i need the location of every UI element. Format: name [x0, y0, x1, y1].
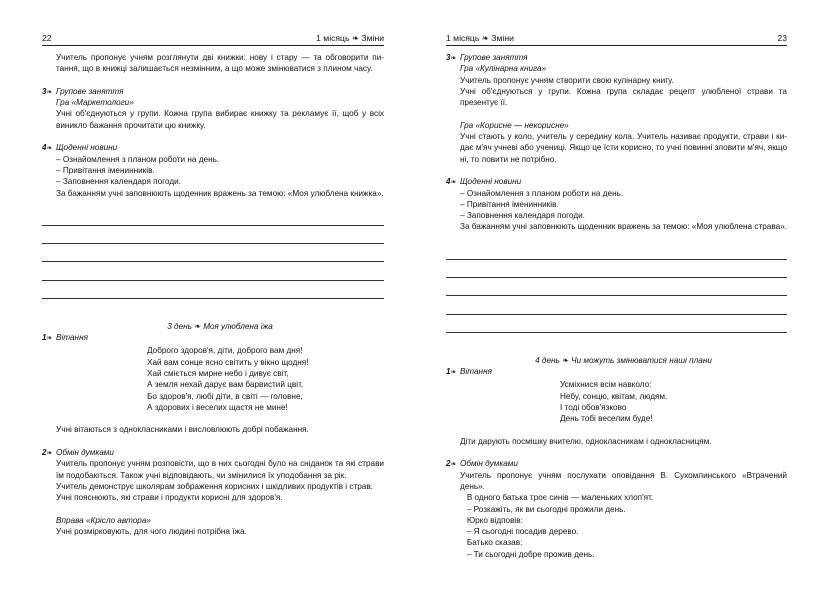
text-line: ні, то ловити не потрібно. — [460, 154, 557, 164]
exercise-title: Вправа «Крісло автора» — [56, 515, 151, 525]
game-title: Гра «Корисне — некорисне» — [460, 120, 569, 130]
section-title: Обмін думками — [460, 459, 518, 469]
section-heading — [446, 458, 787, 469]
right-page — [446, 0, 787, 600]
writing-line[interactable] — [446, 242, 787, 260]
list-item: – Ознайомлення з планом роботи на день. — [56, 154, 220, 164]
text-line: Учні розмірковують, для чого людині потрібна їжа. — [56, 527, 247, 537]
leaf-icon: ❧ — [194, 321, 201, 331]
section-number: 4❧ — [446, 177, 457, 187]
section-heading — [446, 52, 787, 63]
poem-line: Хай сміється мирне небо і дивує світ, — [147, 368, 289, 378]
day-title: 3 день ❧ Моя улюблена їжа — [167, 321, 273, 331]
diary-line: За бажанням учні заповнюють щоденник вражень за темою: «Моя улюблена книжка». — [56, 188, 384, 198]
poem — [446, 379, 787, 424]
section-heading — [42, 447, 384, 458]
poem-line: А здорових і веселих щастя не мине! — [147, 402, 288, 412]
text-line: Учні об'єднуються у групи. Кожна група складає рецепт улюбленої страви та презентує її. — [460, 86, 787, 108]
poem-line: Хай вам сонце ясно світить у вікно щодня! — [147, 357, 309, 367]
poem-line: А земля нехай дарує вам барвистий цвіт, — [147, 380, 304, 390]
game-title: Гра «Кулінарна книга» — [460, 64, 547, 74]
text-line: В одного батька троє синів — маленьких хлоп'ят. — [460, 493, 654, 503]
running-head — [446, 33, 787, 46]
text-line: – Розкажіть, як ви сьогодні прожили день. — [460, 504, 626, 514]
poem-line: І тоді обов'язково — [560, 402, 627, 412]
text-line: дає м'яч учневі або учениці. Якщо це їсти корисно, то учні повинні зловити м'яч, якщо — [460, 143, 787, 153]
section-heading — [42, 86, 384, 97]
writing-line[interactable] — [42, 281, 384, 299]
page-number: 22 — [42, 33, 52, 43]
section-title: Щоденні новини — [460, 177, 522, 187]
writing-line[interactable] — [42, 226, 384, 244]
list-item: – Привітання іменинників. — [56, 165, 155, 175]
section-number: 3❧ — [42, 86, 53, 96]
poem — [42, 345, 384, 413]
section-number: 1❧ — [42, 333, 53, 343]
text-line: виникло бажання прочитати цю книжку. — [56, 120, 206, 130]
poem-line: День тобі веселим буде! — [560, 414, 653, 424]
section-heading — [446, 366, 787, 377]
list-item: – Ознайомлення з планом роботи на день. — [460, 188, 624, 198]
text-line: Учитель пропонує учням послухати оповідання В. Сухомлинського «Втрачений день». — [460, 470, 787, 491]
section-title: Щоденні новини — [56, 143, 118, 153]
poem-line: Небу, сонцю, квітам, людям. — [560, 391, 668, 401]
writing-line[interactable] — [446, 315, 787, 333]
text-line: Юрко відповів: — [460, 515, 523, 525]
text-line: Учитель пропонує учням розповісти, що в них сьогодні було на сніданок та які страви — [56, 459, 384, 469]
writing-lines — [42, 208, 384, 299]
section-title: Обмін думками — [56, 448, 114, 458]
running-title: 1 місяць ❧ Зміни — [316, 33, 384, 43]
writing-line[interactable] — [446, 260, 787, 278]
page-number: 23 — [777, 33, 787, 43]
diary-line: За бажанням учні заповнюють щоденник вражень за темою: «Моя улюблена страва». — [460, 222, 787, 232]
page-body — [446, 52, 787, 560]
section-title: Групове заняття — [56, 86, 124, 96]
text-line: Учні стають у коло, учитель у середину кола. Учитель називає продукти, страви і ки- — [460, 132, 787, 142]
section-title: Вітання — [460, 366, 492, 376]
section-title: Вітання — [56, 333, 88, 343]
text-line: Учитель демонструє школярам зображення корисних і шкідливих продуктів і страв. — [56, 481, 373, 491]
text-line: Учні вітаються з однокласниками і висловлюють добрі побажання. — [56, 425, 309, 435]
text-line: – Ти сьогодні добре прожив день. — [460, 549, 595, 559]
list-item: – Заповнення календаря погоди. — [56, 177, 181, 187]
writing-line[interactable] — [446, 296, 787, 314]
writing-line[interactable] — [42, 208, 384, 226]
section-heading — [446, 176, 787, 187]
page-body — [42, 52, 384, 537]
text-line: Діти дарують посмішку вчителю, однокласникам і однокласницям. — [460, 436, 712, 446]
day-title: 4 день ❧ Чи можуть змінюватися наші плани — [535, 355, 712, 365]
poem-line: Доброго здоров'я, діти, доброго вам дня! — [147, 346, 303, 356]
running-title: 1 місяць ❧ Зміни — [446, 33, 514, 43]
section-number: 4❧ — [42, 143, 53, 153]
writing-lines — [446, 242, 787, 333]
section-number: 3❧ — [446, 53, 457, 62]
section-heading — [42, 332, 384, 343]
list-item: – Привітання іменинників. — [460, 199, 559, 209]
text-line: Учні об'єднуються у групи. Кожна група вибирає книжку та рекламує її, щоб у всіх — [56, 109, 384, 119]
section-heading — [42, 142, 384, 153]
list-item: – Заповнення календаря погоди. — [460, 211, 585, 221]
running-head — [42, 33, 384, 46]
writing-line[interactable] — [42, 262, 384, 280]
section-number: 2❧ — [446, 459, 457, 469]
intro-line: тання, що в книжці залишається незмінним, а що може змінюватися з плином часу. — [56, 64, 373, 74]
poem-line: Бо здоров'я, любі діти, в світі — головне, — [147, 391, 303, 401]
text-line: Учні пояснюють, які страви і продукти корисні для здоров'я. — [56, 493, 283, 503]
section-number: 2❧ — [42, 448, 53, 458]
text-line: Учитель пропонує учням створити свою кулінарну книгу. — [460, 75, 674, 85]
text-line: Батько сказав: — [460, 538, 523, 548]
game-title: Гра «Маркетологи» — [56, 98, 134, 108]
writing-line[interactable] — [42, 244, 384, 262]
poem-line: Усміхнися всім навколо: — [560, 380, 652, 390]
text-line: їм подобаються. Також учні відповідають, чи змінилися їх уподобання за рік. — [56, 470, 347, 480]
intro-line: Учитель пропонує учням розглянути дві книжки: нову і стару — та обговорити пи- — [56, 53, 384, 62]
writing-line[interactable] — [446, 278, 787, 296]
text-line: – Я сьогодні посадив дерево. — [460, 527, 579, 537]
section-number: 1❧ — [446, 366, 457, 376]
left-page — [42, 0, 384, 600]
leaf-icon: ❧ — [562, 355, 569, 365]
section-title: Групове заняття — [460, 53, 528, 62]
